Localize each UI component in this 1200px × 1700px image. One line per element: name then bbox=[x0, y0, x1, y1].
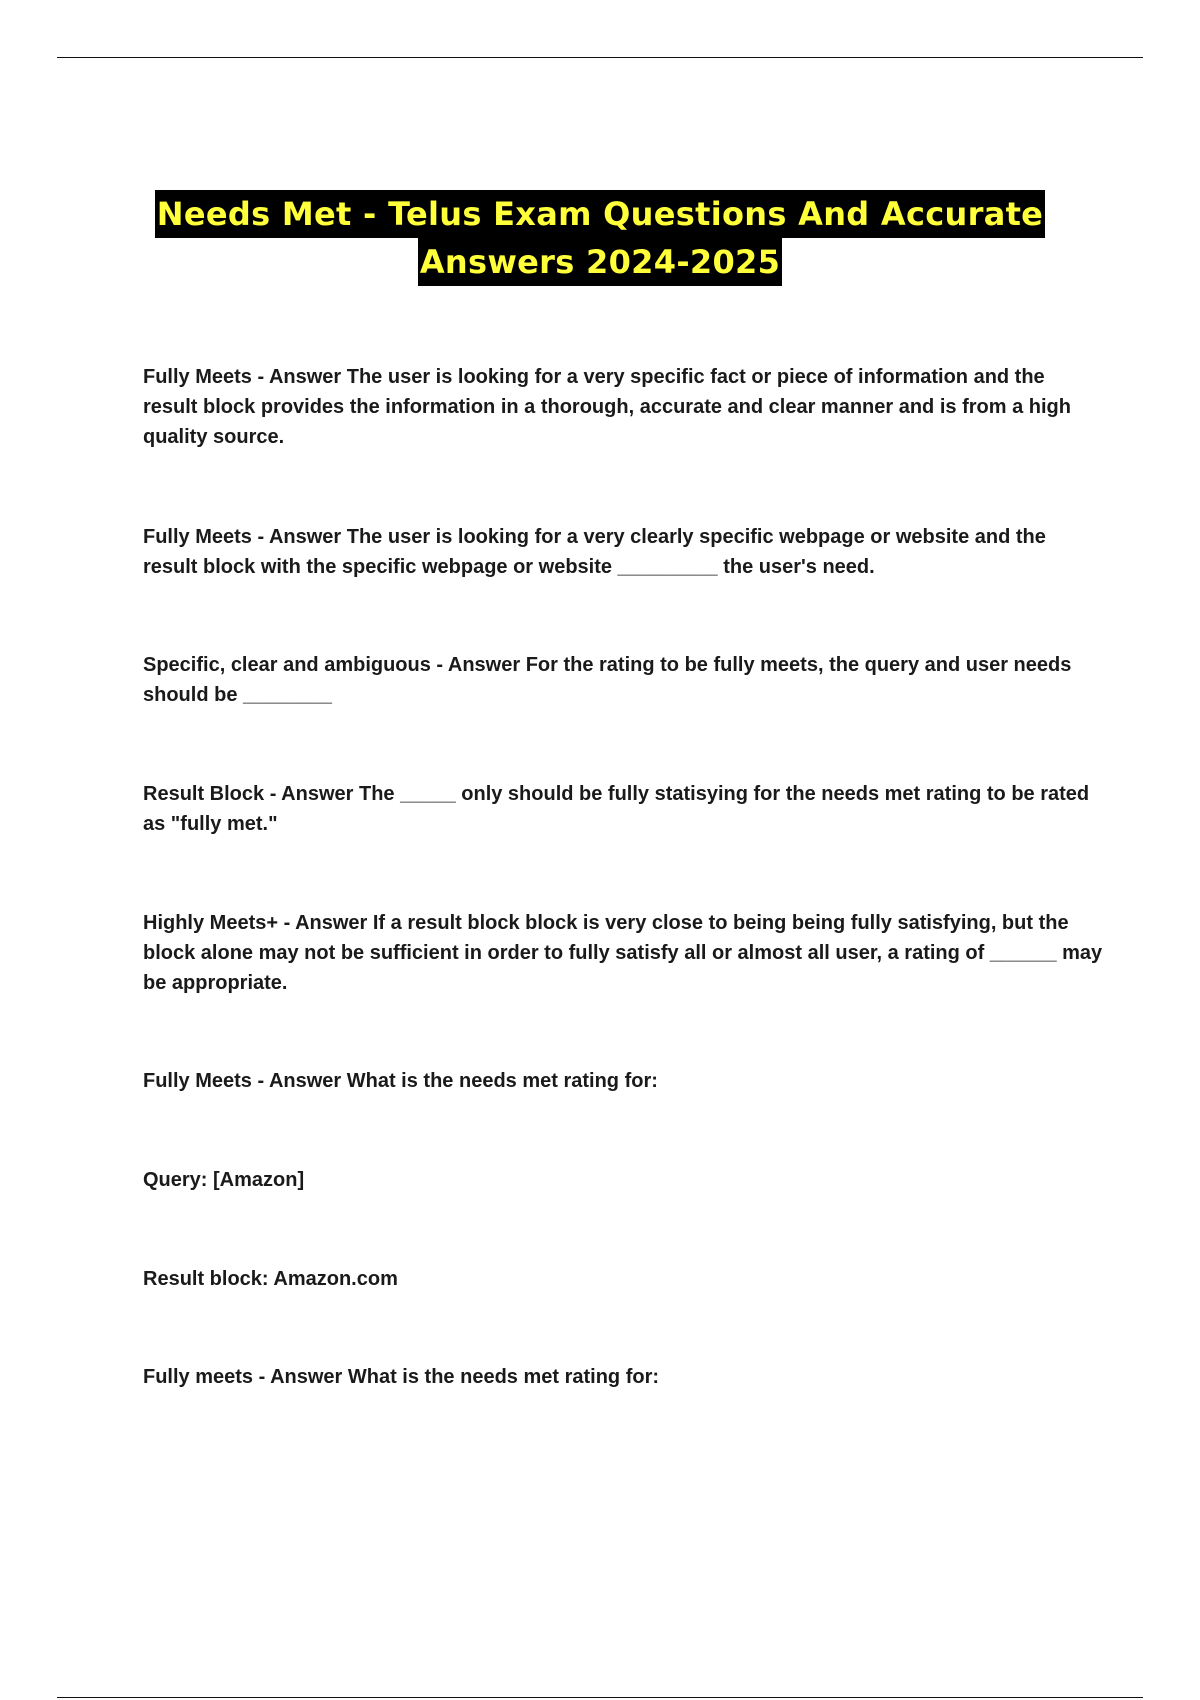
qa-entry-9: Fully meets - Answer What is the needs met rating for: bbox=[143, 1366, 660, 1388]
qa-entry-3: Specific, clear and ambiguous - Answer For the rating to be fully meets, the query and user needs should be ________ bbox=[143, 654, 1072, 706]
document-title bbox=[0, 190, 1200, 286]
qa-entry-6: Fully Meets - Answer What is the needs met rating for: bbox=[143, 1070, 658, 1092]
qa-entry-4: Result Block - Answer The _____ only should be fully statisying for the needs met rating to be rated as "fully met." bbox=[143, 783, 1090, 835]
top-rule bbox=[57, 57, 1143, 58]
qa-entry-1: Fully Meets - Answer The user is looking for a very specific fact or piece of information and the result block provides the information in a thorough, accurate and clear manner and is from a high quality source. bbox=[143, 366, 1071, 448]
qa-entry-7: Query: [Amazon] bbox=[143, 1169, 305, 1191]
title-line-1: Needs Met - Telus Exam Questions And Accurate bbox=[155, 190, 1045, 238]
qa-entry-8: Result block: Amazon.com bbox=[143, 1268, 398, 1290]
title-line-2: Answers 2024-2025 bbox=[418, 238, 782, 286]
qa-entry-2: Fully Meets - Answer The user is looking for a very clearly specific webpage or website and the result block with the specific webpage or website _________ the user's need. bbox=[143, 526, 1046, 578]
bottom-rule bbox=[57, 1697, 1143, 1698]
qa-entry-5: Highly Meets+ - Answer If a result block block is very close to being being fully satisfying, but the block alone may not be sufficient in order to fully satisfy all or almost all user, a rating of ______ may be appropriate. bbox=[143, 912, 1103, 994]
